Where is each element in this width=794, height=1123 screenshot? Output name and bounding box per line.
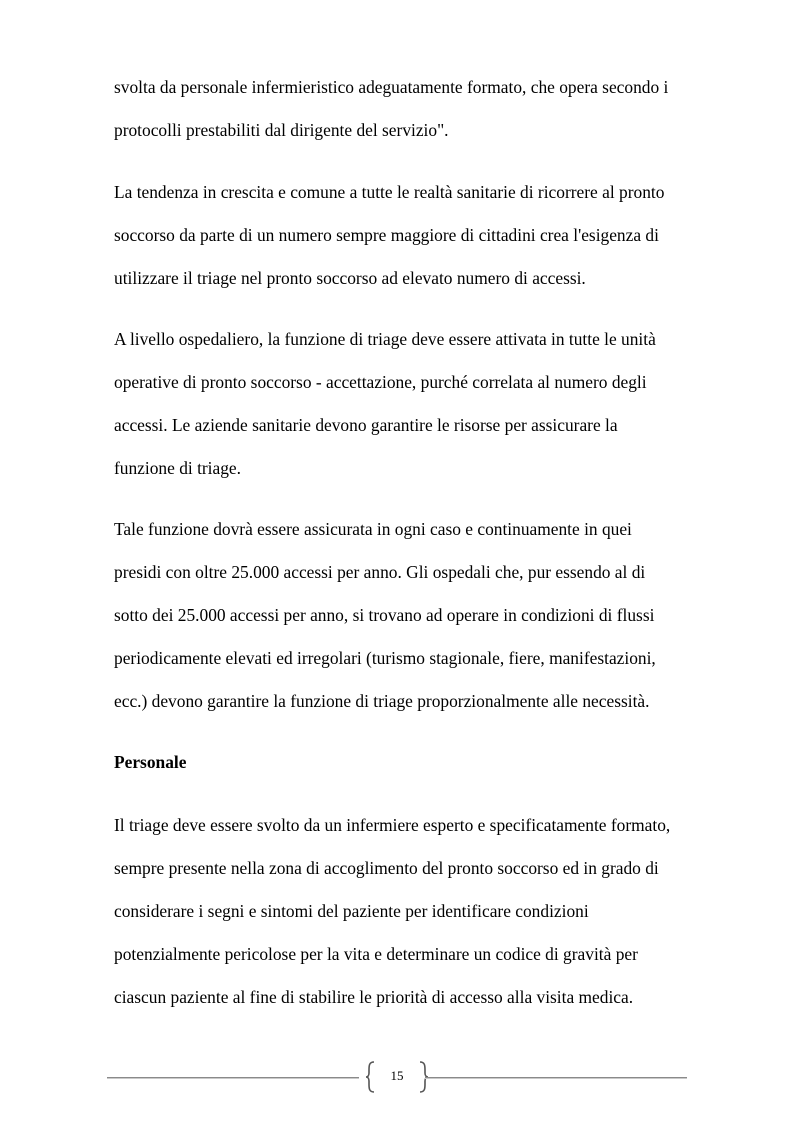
- paragraph-line: utilizzare il triage nel pronto soccorso ad elevato numero di accessi.: [114, 268, 586, 288]
- paragraph-function-assurance: [114, 508, 718, 723]
- paragraph-line: potenzialmente pericolose per la vita e determinare un codice di gravità per: [114, 944, 638, 964]
- paragraph-line: operative di pronto soccorso - accettazione, purché correlata al numero degli: [114, 372, 647, 392]
- paragraph-line: periodicamente elevati ed irregolari (turismo stagionale, fiere, manifestazioni,: [114, 648, 656, 668]
- paragraph-line: La tendenza in crescita e comune a tutte le realtà sanitarie di ricorrere al pronto: [114, 182, 665, 202]
- paragraph-hospital-level: [114, 318, 718, 490]
- paragraph-continuation: [114, 66, 718, 152]
- paragraph-line: funzione di triage.: [114, 458, 241, 478]
- paragraph-line: presidi con oltre 25.000 accessi per anno. Gli ospedali che, pur essendo al di: [114, 562, 646, 582]
- footer-rule-right: [425, 1077, 687, 1078]
- paragraph-personnel: [114, 804, 718, 1019]
- paragraph-line: svolta da personale infermieristico adeguatamente formato, che opera secondo i: [114, 77, 669, 97]
- paragraph-line: ecc.) devono garantire la funzione di triage proporzionalmente alle necessità.: [114, 691, 650, 711]
- paragraph-line: soccorso da parte di un numero sempre maggiore di cittadini crea l'esigenza di: [114, 225, 659, 245]
- paragraph-triage-trend: [114, 171, 718, 300]
- paragraph-line: Il triage deve essere svolto da un infermiere esperto e specificatamente formato,: [114, 815, 671, 835]
- paragraph-line: A livello ospedaliero, la funzione di triage deve essere attivata in tutte le unità: [114, 329, 656, 349]
- paragraph-line: considerare i segni e sintomi del paziente per identificare condizioni: [114, 901, 589, 921]
- paragraph-line: Tale funzione dovrà essere assicurata in ogni caso e continuamente in quei: [114, 519, 632, 539]
- paragraph-line: protocolli prestabiliti dal dirigente del servizio".: [114, 120, 449, 140]
- paragraph-line: sempre presente nella zona di accoglimento del pronto soccorso ed in grado di: [114, 858, 659, 878]
- page-footer: [107, 1060, 687, 1094]
- page-number: 15: [390, 1068, 404, 1083]
- section-heading: Personale: [114, 752, 187, 772]
- paragraph-line: accessi. Le aziende sanitarie devono garantire le risorse per assicurare la: [114, 415, 618, 435]
- left-brace-icon: [364, 1060, 376, 1094]
- footer-rule-left: [107, 1077, 359, 1078]
- paragraph-line: ciascun paziente al fine di stabilire le priorità di accesso alla visita medica.: [114, 987, 634, 1007]
- paragraph-line: sotto dei 25.000 accessi per anno, si trovano ad operare in condizioni di flussi: [114, 605, 655, 625]
